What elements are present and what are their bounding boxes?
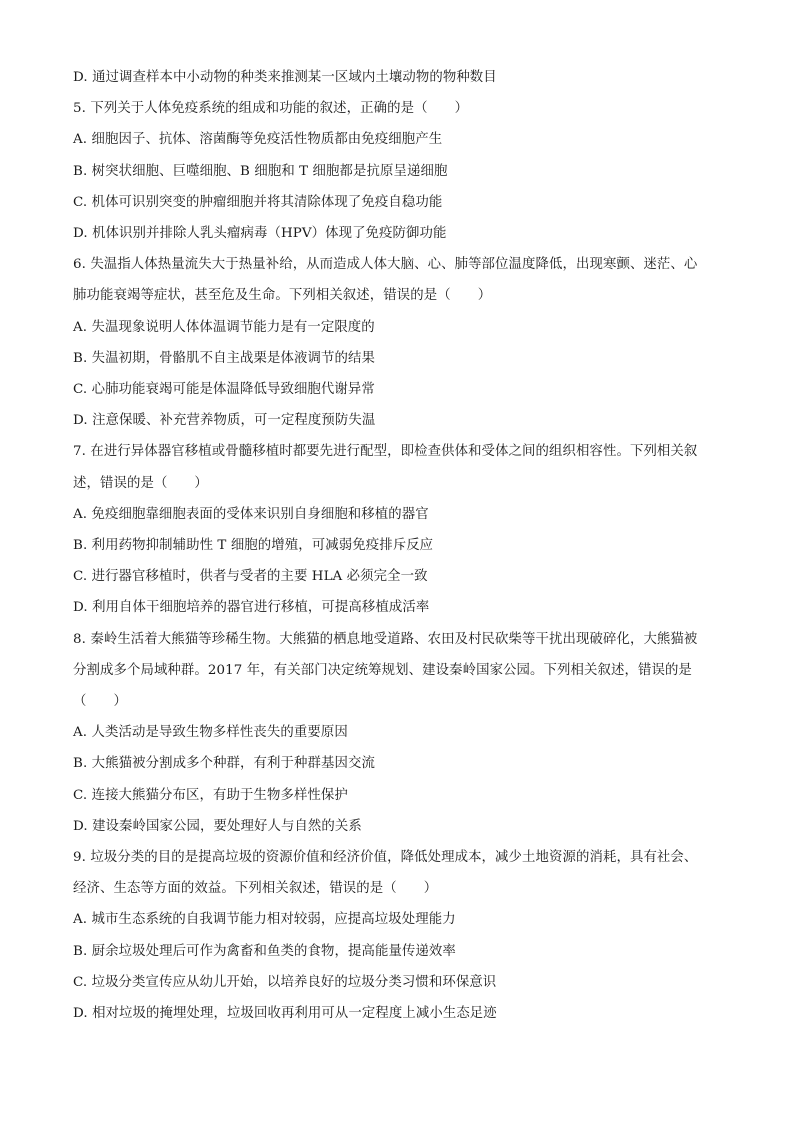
option-5b: B. 树突状细胞、巨噬细胞、B 细胞和 T 细胞都是抗原呈递细胞 [73,163,448,179]
question-9-stem-line-1: 9. 垃圾分类的目的是提高垃圾的资源价值和经济价值，降低处理成本，减少土地资源的消耗，具有社会、 [73,850,698,866]
option-6d: D. 注意保暖、补充营养物质，可一定程度预防失温 [73,413,376,429]
option-5d: D. 机体识别并排除人乳头瘤病毒（HPV）体现了免疫防御功能 [73,226,447,242]
question-8-stem-line-2: 分割成多个局域种群。2017 年，有关部门决定统筹规划、建设秦岭国家公园。下列相关叙述，错误的是 [73,662,692,678]
option-9c: C. 垃圾分类宣传应从幼儿开始，以培养良好的垃圾分类习惯和环保意识 [73,974,497,990]
question-6-stem-line-1: 6. 失温指人体热量流失大于热量补给，从而造成人体大脑、心、肺等部位温度降低，出现寒颤、迷茫、心 [73,257,698,273]
option-8d: D. 建设秦岭国家公园，要处理好人与自然的关系 [73,818,362,834]
document-page [73,62,727,1029]
option-9a: A. 城市生态系统的自我调节能力相对较弱，应提高垃圾处理能力 [73,912,456,928]
option-8c: C. 连接大熊猫分布区，有助于生物多样性保护 [73,787,348,803]
option-8a: A. 人类活动是导致生物多样性丧失的重要原因 [73,725,348,741]
option-9b: B. 厨余垃圾处理后可作为禽畜和鱼类的食物，提高能量传递效率 [73,943,456,959]
option-4d: D. 通过调查样本中小动物的种类来推测某一区域内土壤动物的物种数目 [73,70,497,85]
option-9d: D. 相对垃圾的掩埋处理，垃圾回收再利用可从一定程度上减小生态足迹 [73,1006,497,1022]
option-7d: D. 利用自体干细胞培养的器官进行移植，可提高移植成活率 [73,600,430,616]
option-5a: A. 细胞因子、抗体、溶菌酶等免疫活性物质都由免疫细胞产生 [73,132,443,148]
option-6c: C. 心肺功能衰竭可能是体温降低导致细胞代谢异常 [73,382,375,398]
question-9-stem-line-2: 经济、生态等方面的效益。下列相关叙述，错误的是（ ） [73,881,438,897]
question-7-stem-line-2: 述，错误的是（ ） [73,475,208,491]
option-6b: B. 失温初期，骨骼肌不自主战栗是体液调节的结果 [73,350,375,366]
option-7a: A. 免疫细胞靠细胞表面的受体来识别自身细胞和移植的器官 [73,506,429,522]
option-5c: C. 机体可识别突变的肿瘤细胞并将其清除体现了免疫自稳功能 [73,194,443,210]
question-5-stem: 5. 下列关于人体免疫系统的组成和功能的叙述，正确的是（ ） [73,101,469,117]
question-8-stem-line-1: 8. 秦岭生活着大熊猫等珍稀生物。大熊猫的栖息地受道路、农田及村民砍柴等干扰出现破碎化，大熊猫被 [73,631,698,647]
option-8b: B. 大熊猫被分割成多个种群，有利于种群基因交流 [73,756,375,772]
option-6a: A. 失温现象说明人体体温调节能力是有一定限度的 [73,319,375,335]
question-7-stem-line-1: 7. 在进行异体器官移植或骨髓移植时都要先进行配型，即检查供体和受体之间的组织相容性。下列相关叙 [73,444,698,460]
option-7c: C. 进行器官移植时，供者与受者的主要 HLA 必须完全一致 [73,569,428,585]
question-6-stem-line-2: 肺功能衰竭等症状，甚至危及生命。下列相关叙述，错误的是（ ） [73,288,492,304]
option-7b: B. 利用药物抑制辅助性 T 细胞的增殖，可减弱免疫排斥反应 [73,538,434,554]
question-8-stem-line-3: （ ） [73,694,127,710]
